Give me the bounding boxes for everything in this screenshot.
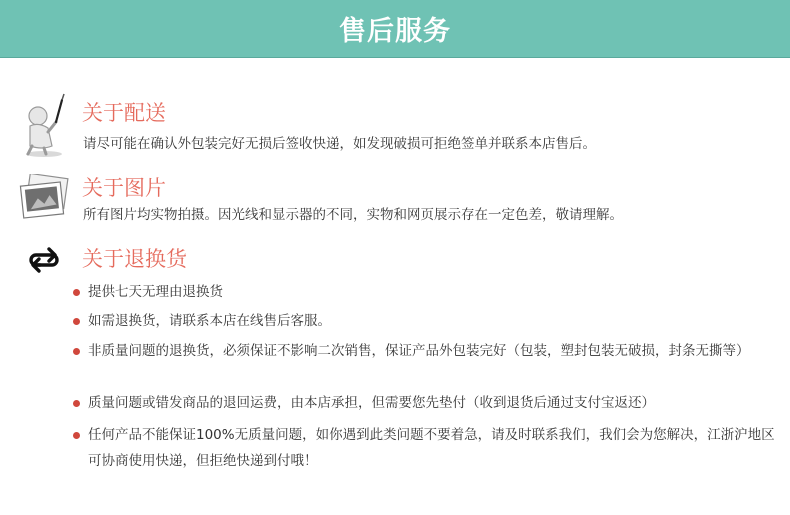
section-photos (0, 170, 790, 230)
list-item-text: 如需退换货，请联系本店在线售后客服。 (88, 313, 331, 329)
returns-list (70, 279, 780, 474)
list-item (70, 308, 780, 338)
section-returns (0, 242, 790, 272)
list-item (70, 390, 780, 422)
bullet-dot-icon (73, 289, 80, 296)
list-item-text: 任何产品不能保证100%无质量问题，如你遇到此类问题不要着急，请及时联系我们，我们会为您解决，江浙沪地区可协商使用快递，但拒绝快递到付哦！ (88, 427, 775, 469)
bullet-dot-icon (73, 400, 80, 407)
list-item (70, 279, 780, 308)
section-text-photos: 所有图片均实物拍摄。因光线和显示器的不同，实物和网页展示存在一定色差，敬请理解。 (83, 207, 623, 223)
person-pen-icon (18, 92, 72, 158)
list-item (70, 338, 780, 390)
list-item-text: 质量问题或错发商品的退回运费，由本店承担，但需要您先垫付（收到退货后通过支付宝返还） (88, 395, 655, 411)
exchange-arrows-icon (26, 246, 62, 274)
bullet-dot-icon (73, 348, 80, 355)
list-item (70, 422, 780, 474)
bullet-dot-icon (73, 432, 80, 439)
photo-stack-icon (18, 174, 72, 226)
list-item-text: 提供七天无理由退换货 (88, 284, 223, 300)
list-item-text: 非质量问题的退换货，必须保证不影响二次销售，保证产品外包装完好（包装，塑封包装无破损，封条无撕等） (88, 343, 750, 359)
section-title-returns: 关于退换货 (82, 247, 187, 271)
section-text-delivery: 请尽可能在确认外包装完好无损后签收快递，如发现破损可拒绝签单并联系本店售后。 (83, 136, 596, 152)
section-title-delivery: 关于配送 (82, 101, 166, 125)
page-title: 售后服务 (339, 16, 451, 47)
section-title-photos: 关于图片 (82, 176, 166, 200)
section-delivery (0, 90, 790, 160)
bullet-dot-icon (73, 318, 80, 325)
page-header (0, 0, 790, 58)
